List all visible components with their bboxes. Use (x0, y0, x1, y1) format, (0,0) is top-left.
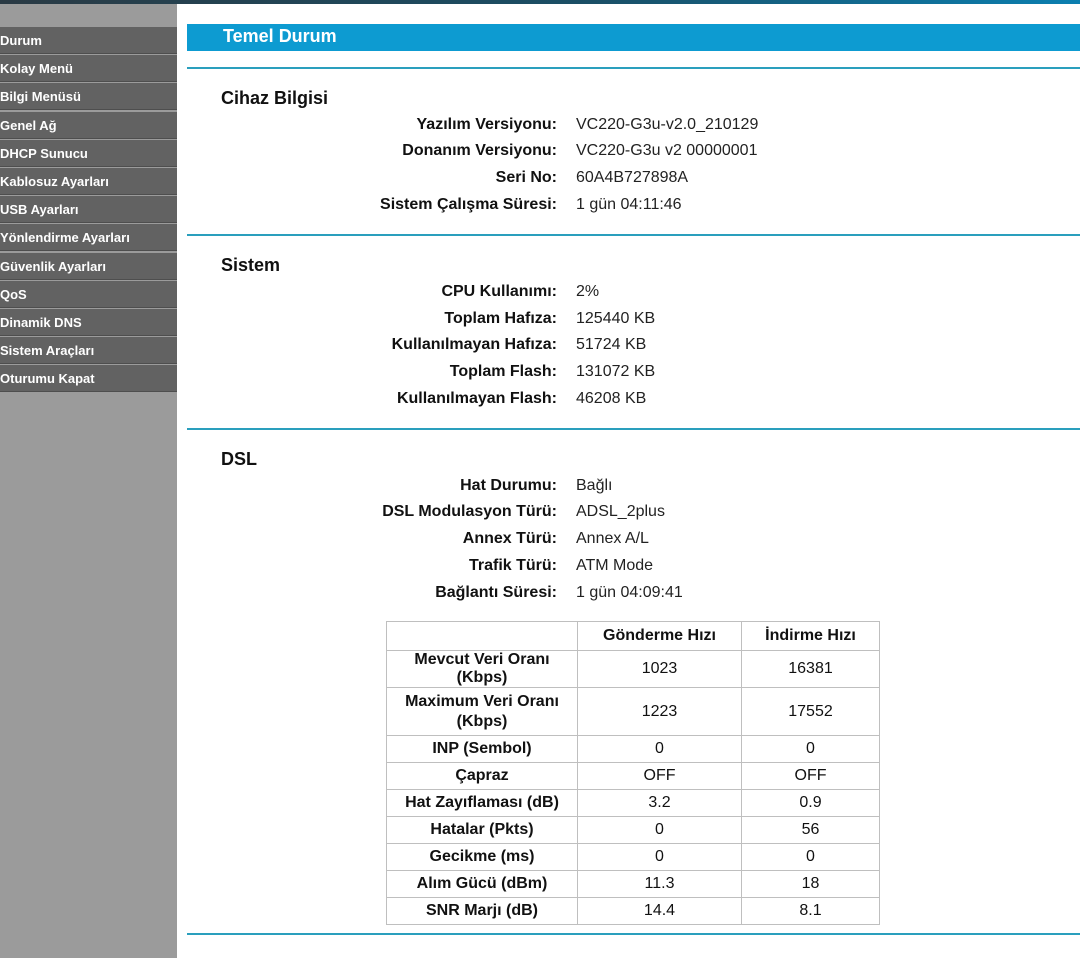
dsl-stats-table (386, 621, 880, 925)
total-flash-row (187, 363, 1080, 385)
serial-number-row (187, 169, 1080, 191)
connection-time-value: 1 gün 04:09:41 (576, 584, 683, 601)
table-row (387, 688, 880, 736)
table-header-empty (387, 622, 578, 651)
connection-time-label: Bağlantı Süresi: (435, 584, 557, 601)
system-title: Sistem (221, 255, 281, 275)
row-label: Hat Zayıflaması (dB) (387, 790, 578, 817)
sidebar-nav (0, 27, 177, 393)
free-flash-value: 46208 KB (576, 390, 647, 407)
table-row (387, 844, 880, 871)
row-label: Alım Gücü (dBm) (387, 871, 578, 898)
table-row (387, 898, 880, 925)
sidebar-item-dinamik-dns[interactable]: Dinamik DNS (0, 309, 177, 336)
table-row (387, 651, 880, 688)
upstream-value: 11.3 (578, 871, 742, 898)
annex-type-row (187, 530, 1080, 552)
free-flash-row (187, 390, 1080, 412)
sidebar-item-genel-ag[interactable]: Genel Ağ (0, 112, 177, 139)
dsl-title: DSL (221, 449, 257, 469)
page-title: Temel Durum (187, 24, 1080, 51)
table-header-upstream: Gönderme Hızı (578, 622, 742, 651)
table-row (387, 871, 880, 898)
section-divider (187, 67, 1080, 69)
traffic-type-label: Trafik Türü: (468, 557, 557, 574)
upstream-value: 14.4 (578, 898, 742, 925)
section-divider (187, 428, 1080, 430)
downstream-value: 0 (742, 736, 880, 763)
downstream-value: 56 (742, 817, 880, 844)
table-row (387, 790, 880, 817)
sidebar-item-qos[interactable]: QoS (0, 281, 177, 308)
free-memory-value: 51724 KB (576, 336, 647, 353)
sidebar-item-oturumu-kapat[interactable]: Oturumu Kapat (0, 365, 177, 392)
sidebar-item-guvenlik-ayarlari[interactable]: Güvenlik Ayarları (0, 253, 177, 280)
sidebar-item-usb-ayarlari[interactable]: USB Ayarları (0, 196, 177, 223)
main-content (187, 4, 1080, 958)
downstream-value: OFF (742, 763, 880, 790)
annex-type-label: Annex Türü: (462, 530, 557, 547)
total-memory-row (187, 310, 1080, 332)
connection-time-row (187, 584, 1080, 606)
table-row (387, 763, 880, 790)
upstream-value: OFF (578, 763, 742, 790)
upstream-value: 3.2 (578, 790, 742, 817)
total-memory-label: Toplam Hafıza: (444, 310, 557, 327)
table-header-row (387, 622, 880, 651)
uptime-value: 1 gün 04:11:46 (576, 196, 682, 213)
downstream-value: 0 (742, 844, 880, 871)
line-status-row (187, 477, 1080, 499)
sidebar-item-dhcp-sunucu[interactable]: DHCP Sunucu (0, 140, 177, 167)
downstream-value: 0.9 (742, 790, 880, 817)
sidebar-item-sistem-araclari[interactable]: Sistem Araçları (0, 337, 177, 364)
row-label: INP (Sembol) (387, 736, 578, 763)
serial-number-value: 60A4B727898A (576, 169, 689, 186)
upstream-value: 1023 (578, 651, 742, 688)
line-status-value: Bağlı (576, 477, 613, 494)
section-divider (187, 933, 1080, 935)
upstream-value: 1223 (578, 688, 742, 736)
row-label: Maximum Veri Oranı (Kbps) (387, 688, 578, 736)
cpu-usage-value: 2% (576, 283, 600, 300)
uptime-row (187, 196, 1080, 218)
sidebar (0, 4, 177, 958)
cpu-usage-label: CPU Kullanımı: (441, 283, 557, 300)
row-label: Hatalar (Pkts) (387, 817, 578, 844)
sidebar-item-durum[interactable]: Durum (0, 27, 177, 54)
free-memory-row (187, 336, 1080, 358)
row-label: Gecikme (ms) (387, 844, 578, 871)
sidebar-item-bilgi-menusu[interactable]: Bilgi Menüsü (0, 83, 177, 110)
free-flash-label: Kullanılmayan Flash: (396, 390, 557, 407)
modulation-value: ADSL_2plus (576, 503, 665, 520)
line-status-label: Hat Durumu: (460, 477, 557, 494)
modulation-row (187, 503, 1080, 525)
total-flash-value: 131072 KB (576, 363, 656, 380)
sidebar-item-yonlendirme-ayarlari[interactable]: Yönlendirme Ayarları (0, 224, 177, 251)
annex-type-value: Annex A/L (576, 530, 649, 547)
total-flash-label: Toplam Flash: (449, 363, 557, 380)
section-divider (187, 234, 1080, 236)
software-version-row (187, 116, 1080, 138)
downstream-value: 17552 (742, 688, 880, 736)
table-row (387, 817, 880, 844)
free-memory-label: Kullanılmayan Hafıza: (391, 336, 557, 353)
device-info-title: Cihaz Bilgisi (221, 88, 329, 108)
total-memory-value: 125440 KB (576, 310, 656, 327)
downstream-value: 8.1 (742, 898, 880, 925)
table-row (387, 736, 880, 763)
row-label: Mevcut Veri Oranı (Kbps) (387, 651, 578, 688)
uptime-label: Sistem Çalışma Süresi: (380, 196, 557, 213)
row-label: SNR Marjı (dB) (387, 898, 578, 925)
downstream-value: 16381 (742, 651, 880, 688)
row-label: Çapraz (387, 763, 578, 790)
table-header-downstream: İndirme Hızı (742, 622, 880, 651)
software-version-value: VC220-G3u-v2.0_210129 (576, 116, 759, 133)
traffic-type-value: ATM Mode (576, 557, 654, 574)
upstream-value: 0 (578, 844, 742, 871)
cpu-usage-row (187, 283, 1080, 305)
traffic-type-row (187, 557, 1080, 579)
hardware-version-label: Donanım Versiyonu: (402, 142, 557, 159)
sidebar-item-kablosuz-ayarlari[interactable]: Kablosuz Ayarları (0, 168, 177, 195)
serial-number-label: Seri No: (495, 169, 557, 186)
sidebar-item-kolay-menu[interactable]: Kolay Menü (0, 55, 177, 82)
hardware-version-row (187, 142, 1080, 164)
hardware-version-value: VC220-G3u v2 00000001 (576, 142, 758, 159)
modulation-label: DSL Modulasyon Türü: (382, 503, 557, 520)
software-version-label: Yazılım Versiyonu: (416, 116, 557, 133)
upstream-value: 0 (578, 736, 742, 763)
upstream-value: 0 (578, 817, 742, 844)
downstream-value: 18 (742, 871, 880, 898)
